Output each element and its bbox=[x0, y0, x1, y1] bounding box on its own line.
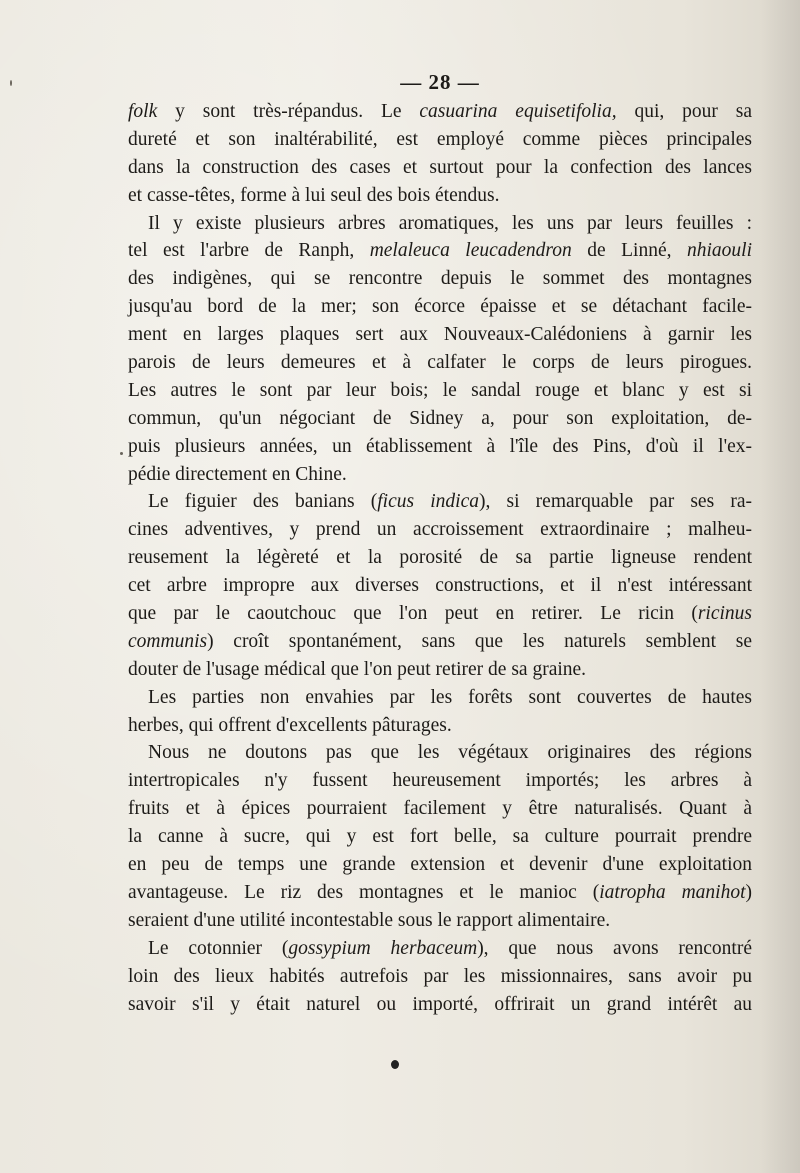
italic-text-segment: gossypium herbaceum bbox=[288, 937, 478, 959]
text-line bbox=[128, 628, 752, 656]
paper-speck bbox=[10, 80, 12, 86]
printed-dot-mark bbox=[391, 1060, 399, 1069]
text-line bbox=[128, 237, 752, 265]
text-segment: cet arbre impropre aux diverses constructions, et il n'est intéressant bbox=[128, 575, 752, 597]
text-segment: tel est l'arbre de Ranph, bbox=[128, 240, 370, 262]
text-line bbox=[128, 572, 752, 600]
text-segment: Les parties non envahies par les forêts sont couvertes de hautes bbox=[148, 686, 752, 708]
text-segment: ment en larges plaques sert aux Nouveaux-Calédoniens à garnir les bbox=[128, 324, 752, 346]
text-line bbox=[128, 935, 752, 963]
text-line bbox=[128, 963, 752, 991]
text-segment: herbes, qui offrent d'excellents pâturages. bbox=[128, 714, 452, 736]
text-segment: dans la construction des cases et surtout pour la confection des lances bbox=[128, 156, 752, 178]
italic-text-segment: melaleuca leucadendron bbox=[369, 240, 572, 262]
text-segment: puis plusieurs années, un établissement à l'île des Pins, d'où il l'ex- bbox=[128, 435, 752, 457]
text-segment: et casse-têtes, forme à lui seul des bois étendus. bbox=[128, 184, 500, 206]
text-line bbox=[128, 126, 752, 154]
text-segment: Nous ne doutons pas que les végétaux originaires des régions bbox=[148, 742, 752, 764]
text-segment: que par le caoutchouc que l'on peut en retirer. Le ricin ( bbox=[128, 603, 698, 625]
text-segment: pédie directement en Chine. bbox=[128, 463, 347, 485]
text-line bbox=[128, 712, 752, 740]
text-line bbox=[128, 377, 752, 405]
text-segment: Les autres le sont par leur bois; le sandal rouge et blanc y est si bbox=[128, 379, 752, 401]
text-line bbox=[128, 795, 752, 823]
text-segment: Le figuier des banians ( bbox=[148, 491, 378, 513]
italic-text-segment: communis bbox=[128, 630, 208, 652]
text-line bbox=[128, 739, 752, 767]
page-number: — 28 — bbox=[400, 70, 480, 94]
text-line bbox=[128, 823, 752, 851]
text-line bbox=[128, 293, 752, 321]
text-segment: ), que nous avons rencontré bbox=[477, 937, 753, 959]
text-segment: reusement la légèreté et la porosité de sa partie ligneuse rendent bbox=[128, 547, 752, 569]
text-segment: parois de leurs demeures et à calfater le corps de leurs pirogues. bbox=[128, 352, 752, 374]
text-line bbox=[128, 684, 752, 712]
text-segment: fruits et à épices pourraient facilement y être naturalisés. Quant à bbox=[128, 798, 752, 820]
text-segment: ), si remarquable par ses ra- bbox=[478, 491, 752, 513]
text-line bbox=[128, 656, 752, 684]
text-line bbox=[128, 879, 752, 907]
text-segment: des indigènes, qui se rencontre depuis le sommet des montagnes bbox=[128, 268, 752, 290]
paper-speck bbox=[120, 452, 123, 455]
text-line bbox=[128, 851, 752, 879]
text-line bbox=[128, 154, 752, 182]
text-segment: douter de l'usage médical que l'on peut retirer de sa graine. bbox=[128, 658, 587, 680]
text-segment: ) croît spontanément, sans que les naturels semblent se bbox=[207, 630, 752, 652]
body-text bbox=[128, 98, 752, 1018]
italic-text-segment: ricinus bbox=[697, 603, 752, 625]
text-segment: dureté et son inaltérabilité, est employé comme pièces principales bbox=[128, 128, 752, 150]
text-line bbox=[128, 461, 752, 489]
text-line bbox=[128, 349, 752, 377]
text-line bbox=[128, 767, 752, 795]
italic-text-segment: ficus indica bbox=[377, 491, 479, 513]
text-segment: en peu de temps une grande extension et devenir d'une exploitation bbox=[128, 854, 752, 876]
italic-text-segment: folk bbox=[128, 101, 158, 122]
text-line bbox=[128, 488, 752, 516]
text-segment: loin des lieux habités autrefois par les missionnaires, sans avoir pu bbox=[128, 965, 752, 987]
text-segment: la canne à sucre, qui y est fort belle, sa culture pourrait prendre bbox=[128, 826, 752, 848]
text-segment: savoir s'il y était naturel ou importé, offrirait un grand intérêt au bbox=[128, 993, 752, 1015]
text-line bbox=[128, 98, 752, 126]
text-line bbox=[128, 433, 752, 461]
text-line bbox=[128, 182, 752, 210]
text-segment: de Linné, bbox=[571, 240, 687, 262]
text-segment: seraient d'une utilité incontestable sous le rapport alimentaire. bbox=[128, 909, 611, 931]
italic-text-segment: casuarina equisetifolia, bbox=[419, 101, 617, 122]
italic-text-segment: nhiaouli bbox=[686, 240, 752, 262]
text-segment: qui, pour sa bbox=[616, 101, 753, 122]
text-segment: Le cotonnier ( bbox=[148, 937, 289, 959]
text-segment: y sont très-répandus. Le bbox=[157, 101, 420, 122]
text-segment: intertropicales n'y fussent heureusement importés; les arbres à bbox=[128, 770, 752, 792]
text-line bbox=[128, 265, 752, 293]
text-line bbox=[128, 907, 752, 935]
text-segment: cines adventives, y prend un accroissement extraordinaire ; malheu- bbox=[128, 519, 752, 541]
italic-text-segment: iatropha manihot bbox=[599, 881, 746, 903]
text-line bbox=[128, 516, 752, 544]
text-line bbox=[128, 321, 752, 349]
text-segment: jusqu'au bord de la mer; son écorce épaisse et se détachant facile- bbox=[128, 296, 752, 318]
text-segment: commun, qu'un négociant de Sidney a, pour son exploitation, de- bbox=[128, 407, 752, 429]
text-segment: avantageuse. Le riz des montagnes et le manioc ( bbox=[128, 881, 600, 903]
text-line bbox=[128, 991, 752, 1019]
text-line bbox=[128, 210, 752, 238]
text-line bbox=[128, 405, 752, 433]
page-edge-shadow bbox=[760, 0, 800, 1173]
text-line bbox=[128, 600, 752, 628]
text-segment: Il y existe plusieurs arbres aromatiques, les uns par leurs feuilles : bbox=[148, 212, 752, 234]
text-segment: ) bbox=[745, 881, 752, 903]
text-line bbox=[128, 544, 752, 572]
